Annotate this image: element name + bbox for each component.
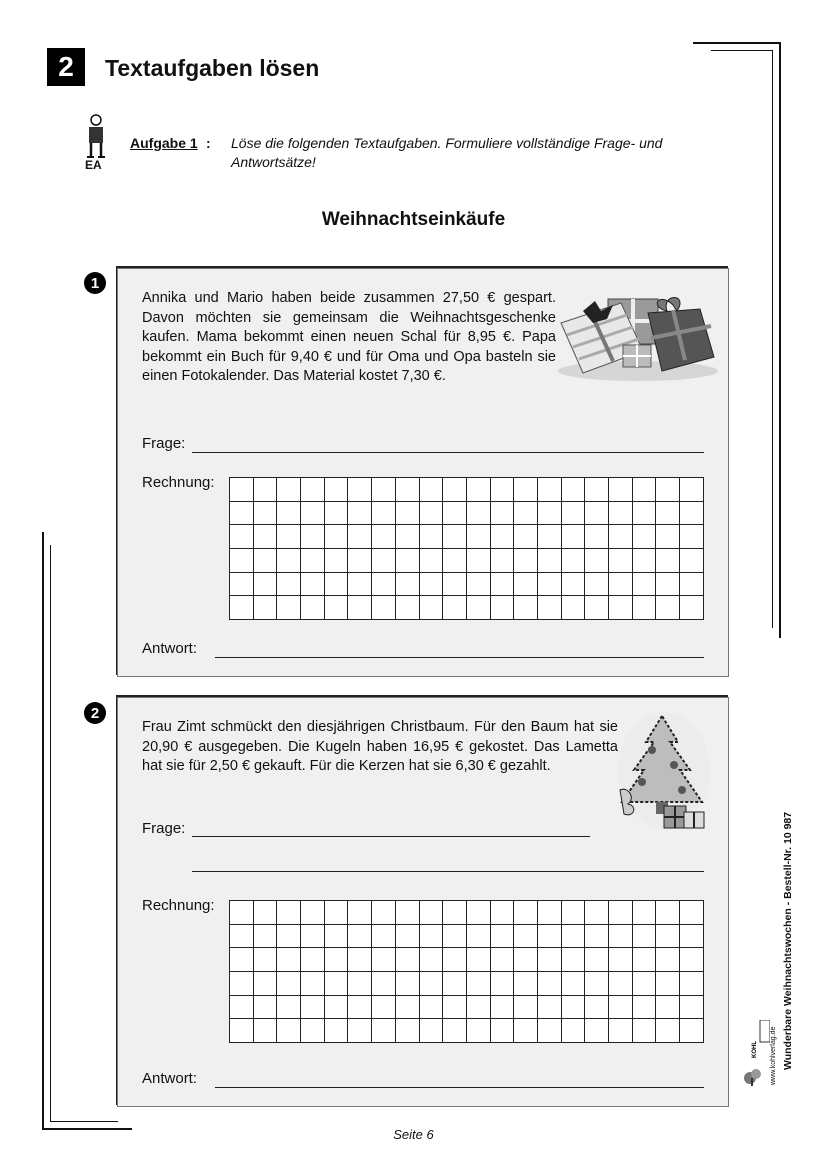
grid-cell[interactable] bbox=[348, 1019, 372, 1043]
grid-cell[interactable] bbox=[230, 525, 254, 549]
grid-cell[interactable] bbox=[656, 972, 680, 996]
grid-cell[interactable] bbox=[230, 972, 254, 996]
grid-cell[interactable] bbox=[656, 525, 680, 549]
grid-cell[interactable] bbox=[443, 596, 467, 620]
grid-cell[interactable] bbox=[254, 525, 278, 549]
grid-cell[interactable] bbox=[372, 549, 396, 573]
grid-cell[interactable] bbox=[680, 972, 704, 996]
grid-cell[interactable] bbox=[372, 573, 396, 597]
chapter-number: 2 bbox=[47, 48, 85, 86]
grid-cell[interactable] bbox=[633, 925, 657, 949]
task-label: Aufgabe 1 bbox=[130, 135, 198, 151]
grid-cell[interactable] bbox=[277, 573, 301, 597]
grid-cell[interactable] bbox=[562, 901, 586, 925]
grid-cell[interactable] bbox=[491, 525, 515, 549]
grid-cell[interactable] bbox=[680, 996, 704, 1020]
problem-number-1: 1 bbox=[84, 272, 106, 294]
grid-cell[interactable] bbox=[514, 573, 538, 597]
publisher-url: www.kohlverlag.de bbox=[770, 1026, 777, 1085]
grid-cell[interactable] bbox=[372, 972, 396, 996]
grid-cell[interactable] bbox=[633, 573, 657, 597]
grid-cell[interactable] bbox=[301, 525, 325, 549]
side-title: Wunderbare Weihnachtswochen - Bestell-Nr. 10 987 bbox=[782, 811, 794, 1070]
grid-cell[interactable] bbox=[301, 972, 325, 996]
grid-cell[interactable] bbox=[491, 925, 515, 949]
grid-cell[interactable] bbox=[467, 573, 491, 597]
grid-cell[interactable] bbox=[538, 925, 562, 949]
grid-cell[interactable] bbox=[609, 549, 633, 573]
grid-cell[interactable] bbox=[420, 972, 444, 996]
grid-cell[interactable] bbox=[514, 549, 538, 573]
grid-cell[interactable] bbox=[633, 478, 657, 502]
grid-cell[interactable] bbox=[538, 573, 562, 597]
grid-cell[interactable] bbox=[609, 502, 633, 526]
grid-cell[interactable] bbox=[467, 948, 491, 972]
grid-cell[interactable] bbox=[301, 996, 325, 1020]
grid-cell[interactable] bbox=[325, 502, 349, 526]
grid-cell[interactable] bbox=[680, 573, 704, 597]
frame-line-left bbox=[42, 532, 44, 1130]
grid-cell[interactable] bbox=[656, 549, 680, 573]
grid-cell[interactable] bbox=[420, 549, 444, 573]
grid-cell[interactable] bbox=[562, 596, 586, 620]
grid-cell[interactable] bbox=[443, 549, 467, 573]
task-instruction: Löse die folgenden Textaufgaben. Formuliere vollständige Frage- und Antwortsätze! bbox=[231, 135, 663, 170]
grid-cell[interactable] bbox=[254, 573, 278, 597]
grid-cell[interactable] bbox=[443, 925, 467, 949]
grid-cell[interactable] bbox=[538, 972, 562, 996]
grid-cell[interactable] bbox=[277, 1019, 301, 1043]
grid-cell[interactable] bbox=[585, 948, 609, 972]
answer-label-1: Antwort: bbox=[142, 640, 198, 657]
frame-line-bottom-left-inner bbox=[50, 1121, 118, 1122]
grid-cell[interactable] bbox=[348, 996, 372, 1020]
grid-cell[interactable] bbox=[538, 1019, 562, 1043]
grid-cell[interactable] bbox=[443, 525, 467, 549]
grid-cell[interactable] bbox=[420, 925, 444, 949]
grid-cell[interactable] bbox=[562, 948, 586, 972]
grid-cell[interactable] bbox=[348, 948, 372, 972]
grid-cell[interactable] bbox=[467, 478, 491, 502]
grid-cell[interactable] bbox=[491, 596, 515, 620]
grid-cell[interactable] bbox=[420, 596, 444, 620]
grid-cell[interactable] bbox=[585, 573, 609, 597]
grid-cell[interactable] bbox=[680, 925, 704, 949]
calc-label-1: Rechnung: bbox=[142, 474, 215, 491]
grid-cell[interactable] bbox=[277, 948, 301, 972]
grid-cell[interactable] bbox=[230, 573, 254, 597]
grid-cell[interactable] bbox=[396, 925, 420, 949]
grid-cell[interactable] bbox=[348, 596, 372, 620]
page-number: Seite 6 bbox=[393, 1127, 434, 1142]
answer-line-1[interactable] bbox=[215, 657, 704, 658]
grid-cell[interactable] bbox=[396, 502, 420, 526]
grid-cell[interactable] bbox=[372, 478, 396, 502]
grid-cell[interactable] bbox=[491, 478, 515, 502]
grid-cell[interactable] bbox=[633, 996, 657, 1020]
calc-grid-2[interactable] bbox=[229, 900, 704, 1043]
grid-cell[interactable] bbox=[680, 502, 704, 526]
grid-cell[interactable] bbox=[420, 478, 444, 502]
grid-cell[interactable] bbox=[562, 549, 586, 573]
problem-text-1: Annika und Mario haben beide zusammen 27,50 € gespart. Davon möchten sie gemeinsam die Weihnachtsgeschenke kaufen. Mama bekommt einen neuen Schal für 8,95 €. Papa bekommt ein Buch für 9,40 € und für Oma und Opa basteln sie einen Fotokalender. Das Material kostet 7,30 €. bbox=[142, 290, 556, 384]
grid-cell[interactable] bbox=[538, 502, 562, 526]
grid-cell[interactable] bbox=[230, 1019, 254, 1043]
grid-cell[interactable] bbox=[633, 948, 657, 972]
grid-cell[interactable] bbox=[633, 901, 657, 925]
grid-cell[interactable] bbox=[514, 925, 538, 949]
grid-cell[interactable] bbox=[633, 596, 657, 620]
grid-cell[interactable] bbox=[443, 901, 467, 925]
publisher-logo bbox=[742, 1020, 770, 1088]
grid-cell[interactable] bbox=[325, 573, 349, 597]
grid-cell[interactable] bbox=[609, 996, 633, 1020]
question-line-1[interactable] bbox=[192, 452, 704, 453]
answer-label-2: Antwort: bbox=[142, 1070, 198, 1087]
grid-cell[interactable] bbox=[562, 996, 586, 1020]
grid-cell[interactable] bbox=[254, 901, 278, 925]
grid-cell[interactable] bbox=[420, 901, 444, 925]
grid-cell[interactable] bbox=[609, 901, 633, 925]
grid-cell[interactable] bbox=[230, 948, 254, 972]
frame-line-right-inner bbox=[772, 50, 773, 628]
grid-cell[interactable] bbox=[348, 972, 372, 996]
gift-boxes-icon bbox=[553, 283, 723, 383]
grid-cell[interactable] bbox=[585, 996, 609, 1020]
grid-cell[interactable] bbox=[254, 972, 278, 996]
grid-cell[interactable] bbox=[680, 1019, 704, 1043]
grid-cell[interactable] bbox=[325, 1019, 349, 1043]
grid-cell[interactable] bbox=[538, 948, 562, 972]
grid-cell[interactable] bbox=[301, 478, 325, 502]
grid-cell[interactable] bbox=[396, 996, 420, 1020]
grid-cell[interactable] bbox=[254, 925, 278, 949]
question-line-2b[interactable] bbox=[192, 871, 704, 872]
grid-cell[interactable] bbox=[585, 478, 609, 502]
grid-cell[interactable] bbox=[301, 1019, 325, 1043]
grid-cell[interactable] bbox=[277, 925, 301, 949]
section-title: Weihnachtseinkäufe bbox=[321, 209, 506, 230]
grid-cell[interactable] bbox=[656, 1019, 680, 1043]
grid-cell[interactable] bbox=[656, 573, 680, 597]
grid-cell[interactable] bbox=[585, 901, 609, 925]
grid-cell[interactable] bbox=[491, 549, 515, 573]
grid-cell[interactable] bbox=[420, 1019, 444, 1043]
grid-cell[interactable] bbox=[396, 549, 420, 573]
problem-box-2 bbox=[117, 697, 729, 1107]
grid-cell[interactable] bbox=[491, 972, 515, 996]
grid-cell[interactable] bbox=[396, 525, 420, 549]
grid-cell[interactable] bbox=[230, 901, 254, 925]
grid-cell[interactable] bbox=[562, 525, 586, 549]
grid-cell[interactable] bbox=[277, 502, 301, 526]
grid-cell[interactable] bbox=[396, 1019, 420, 1043]
grid-cell[interactable] bbox=[633, 972, 657, 996]
grid-cell[interactable] bbox=[538, 596, 562, 620]
grid-cell[interactable] bbox=[562, 1019, 586, 1043]
grid-cell[interactable] bbox=[254, 1019, 278, 1043]
grid-cell[interactable] bbox=[514, 972, 538, 996]
grid-cell[interactable] bbox=[325, 925, 349, 949]
grid-cell[interactable] bbox=[420, 996, 444, 1020]
grid-cell[interactable] bbox=[491, 948, 515, 972]
grid-cell[interactable] bbox=[656, 478, 680, 502]
grid-cell[interactable] bbox=[467, 596, 491, 620]
grid-cell[interactable] bbox=[301, 596, 325, 620]
grid-cell[interactable] bbox=[680, 596, 704, 620]
grid-cell[interactable] bbox=[301, 549, 325, 573]
grid-cell[interactable] bbox=[585, 925, 609, 949]
grid-cell[interactable] bbox=[301, 925, 325, 949]
grid-cell[interactable] bbox=[372, 596, 396, 620]
grid-cell[interactable] bbox=[562, 478, 586, 502]
grid-cell[interactable] bbox=[348, 502, 372, 526]
grid-cell[interactable] bbox=[277, 901, 301, 925]
grid-cell[interactable] bbox=[325, 596, 349, 620]
grid-cell[interactable] bbox=[230, 596, 254, 620]
grid-cell[interactable] bbox=[491, 573, 515, 597]
grid-cell[interactable] bbox=[230, 996, 254, 1020]
grid-cell[interactable] bbox=[609, 596, 633, 620]
grid-cell[interactable] bbox=[230, 549, 254, 573]
grid-cell[interactable] bbox=[348, 525, 372, 549]
grid-cell[interactable] bbox=[491, 502, 515, 526]
grid-cell[interactable] bbox=[420, 573, 444, 597]
grid-cell[interactable] bbox=[491, 996, 515, 1020]
grid-cell[interactable] bbox=[538, 996, 562, 1020]
grid-cell[interactable] bbox=[348, 549, 372, 573]
grid-cell[interactable] bbox=[633, 525, 657, 549]
grid-cell[interactable] bbox=[420, 525, 444, 549]
grid-cell[interactable] bbox=[396, 573, 420, 597]
grid-cell[interactable] bbox=[372, 901, 396, 925]
grid-cell[interactable] bbox=[491, 901, 515, 925]
christmas-tree-icon bbox=[612, 710, 712, 835]
grid-cell[interactable] bbox=[633, 549, 657, 573]
grid-cell[interactable] bbox=[585, 972, 609, 996]
grid-cell[interactable] bbox=[254, 996, 278, 1020]
frame-line-top-right bbox=[693, 42, 781, 44]
grid-cell[interactable] bbox=[680, 948, 704, 972]
problem-text-2: Frau Zimt schmückt den diesjährigen Christbaum. Für den Baum hat sie 20,90 € ausgegeben. Die Kugeln haben 16,95 € gekostet. Das Lametta hat sie für 2,50 € gekauft. Für die Kerzen hat sie 6,30 € gezahlt. bbox=[142, 719, 618, 774]
grid-cell[interactable] bbox=[562, 502, 586, 526]
grid-cell[interactable] bbox=[325, 972, 349, 996]
grid-cell[interactable] bbox=[609, 948, 633, 972]
frame-line-top-right-inner bbox=[711, 50, 773, 51]
grid-cell[interactable] bbox=[585, 502, 609, 526]
grid-cell[interactable] bbox=[348, 573, 372, 597]
grid-cell[interactable] bbox=[491, 1019, 515, 1043]
grid-cell[interactable] bbox=[538, 901, 562, 925]
grid-cell[interactable] bbox=[443, 478, 467, 502]
grid-cell[interactable] bbox=[443, 972, 467, 996]
grid-cell[interactable] bbox=[372, 996, 396, 1020]
grid-cell[interactable] bbox=[656, 996, 680, 1020]
grid-cell[interactable] bbox=[656, 925, 680, 949]
grid-cell[interactable] bbox=[633, 1019, 657, 1043]
grid-cell[interactable] bbox=[467, 1019, 491, 1043]
grid-cell[interactable] bbox=[609, 478, 633, 502]
grid-cell[interactable] bbox=[467, 549, 491, 573]
grid-cell[interactable] bbox=[467, 525, 491, 549]
calc-grid-1[interactable] bbox=[229, 477, 704, 620]
grid-cell[interactable] bbox=[277, 478, 301, 502]
grid-cell[interactable] bbox=[538, 525, 562, 549]
frame-line-left-inner bbox=[50, 545, 51, 1122]
grid-cell[interactable] bbox=[656, 901, 680, 925]
grid-cell[interactable] bbox=[254, 948, 278, 972]
ea-badge: EA bbox=[85, 158, 102, 172]
grid-cell[interactable] bbox=[656, 948, 680, 972]
grid-cell[interactable] bbox=[325, 948, 349, 972]
grid-cell[interactable] bbox=[396, 596, 420, 620]
grid-cell[interactable] bbox=[348, 901, 372, 925]
grid-cell[interactable] bbox=[680, 901, 704, 925]
problem-number-2: 2 bbox=[84, 702, 106, 724]
grid-cell[interactable] bbox=[277, 525, 301, 549]
grid-cell[interactable] bbox=[514, 478, 538, 502]
answer-line-2[interactable] bbox=[215, 1087, 704, 1088]
grid-cell[interactable] bbox=[514, 901, 538, 925]
grid-cell[interactable] bbox=[562, 925, 586, 949]
grid-cell[interactable] bbox=[325, 525, 349, 549]
grid-cell[interactable] bbox=[514, 525, 538, 549]
grid-cell[interactable] bbox=[609, 925, 633, 949]
grid-cell[interactable] bbox=[467, 901, 491, 925]
grid-cell[interactable] bbox=[372, 925, 396, 949]
grid-cell[interactable] bbox=[443, 948, 467, 972]
grid-cell[interactable] bbox=[609, 573, 633, 597]
grid-cell[interactable] bbox=[609, 1019, 633, 1043]
grid-cell[interactable] bbox=[254, 549, 278, 573]
grid-cell[interactable] bbox=[348, 925, 372, 949]
grid-cell[interactable] bbox=[277, 972, 301, 996]
page-title: Textaufgaben lösen bbox=[105, 55, 320, 81]
grid-cell[interactable] bbox=[562, 972, 586, 996]
grid-cell[interactable] bbox=[467, 925, 491, 949]
grid-cell[interactable] bbox=[443, 502, 467, 526]
grid-cell[interactable] bbox=[514, 1019, 538, 1043]
grid-cell[interactable] bbox=[420, 948, 444, 972]
grid-cell[interactable] bbox=[538, 478, 562, 502]
grid-cell[interactable] bbox=[396, 478, 420, 502]
grid-cell[interactable] bbox=[656, 502, 680, 526]
grid-cell[interactable] bbox=[609, 972, 633, 996]
grid-cell[interactable] bbox=[514, 502, 538, 526]
grid-cell[interactable] bbox=[230, 478, 254, 502]
grid-cell[interactable] bbox=[254, 596, 278, 620]
grid-cell[interactable] bbox=[396, 901, 420, 925]
grid-cell[interactable] bbox=[514, 596, 538, 620]
grid-cell[interactable] bbox=[443, 573, 467, 597]
grid-cell[interactable] bbox=[562, 573, 586, 597]
grid-cell[interactable] bbox=[277, 549, 301, 573]
grid-cell[interactable] bbox=[325, 996, 349, 1020]
grid-cell[interactable] bbox=[277, 996, 301, 1020]
grid-cell[interactable] bbox=[680, 478, 704, 502]
problem-box-1 bbox=[117, 268, 729, 677]
grid-cell[interactable] bbox=[372, 1019, 396, 1043]
grid-cell[interactable] bbox=[230, 502, 254, 526]
grid-cell[interactable] bbox=[443, 1019, 467, 1043]
calc-label-2: Rechnung: bbox=[142, 897, 215, 914]
grid-cell[interactable] bbox=[538, 549, 562, 573]
question-label-2: Frage: bbox=[142, 820, 186, 837]
grid-cell[interactable] bbox=[230, 925, 254, 949]
grid-cell[interactable] bbox=[633, 502, 657, 526]
grid-cell[interactable] bbox=[301, 573, 325, 597]
grid-cell[interactable] bbox=[325, 549, 349, 573]
grid-cell[interactable] bbox=[348, 478, 372, 502]
grid-cell[interactable] bbox=[656, 596, 680, 620]
grid-cell[interactable] bbox=[254, 478, 278, 502]
grid-cell[interactable] bbox=[514, 948, 538, 972]
grid-cell[interactable] bbox=[301, 502, 325, 526]
grid-cell[interactable] bbox=[585, 525, 609, 549]
grid-cell[interactable] bbox=[467, 972, 491, 996]
grid-cell[interactable] bbox=[680, 549, 704, 573]
grid-cell[interactable] bbox=[420, 502, 444, 526]
grid-cell[interactable] bbox=[254, 502, 278, 526]
question-line-2a[interactable] bbox=[192, 836, 590, 837]
grid-cell[interactable] bbox=[277, 596, 301, 620]
grid-cell[interactable] bbox=[372, 502, 396, 526]
grid-cell[interactable] bbox=[325, 478, 349, 502]
grid-cell[interactable] bbox=[372, 948, 396, 972]
frame-line-right bbox=[779, 42, 781, 638]
grid-cell[interactable] bbox=[325, 901, 349, 925]
grid-cell[interactable] bbox=[467, 996, 491, 1020]
grid-cell[interactable] bbox=[396, 948, 420, 972]
publisher-logo-text: KOHL bbox=[752, 1041, 758, 1058]
grid-cell[interactable] bbox=[585, 1019, 609, 1043]
grid-cell[interactable] bbox=[301, 948, 325, 972]
grid-cell[interactable] bbox=[609, 525, 633, 549]
task-label-colon: : bbox=[206, 135, 211, 151]
grid-cell[interactable] bbox=[396, 972, 420, 996]
grid-cell[interactable] bbox=[301, 901, 325, 925]
question-label-1: Frage: bbox=[142, 435, 186, 452]
grid-cell[interactable] bbox=[514, 996, 538, 1020]
grid-cell[interactable] bbox=[585, 596, 609, 620]
grid-cell[interactable] bbox=[372, 525, 396, 549]
grid-cell[interactable] bbox=[467, 502, 491, 526]
grid-cell[interactable] bbox=[443, 996, 467, 1020]
grid-cell[interactable] bbox=[680, 525, 704, 549]
grid-cell[interactable] bbox=[585, 549, 609, 573]
